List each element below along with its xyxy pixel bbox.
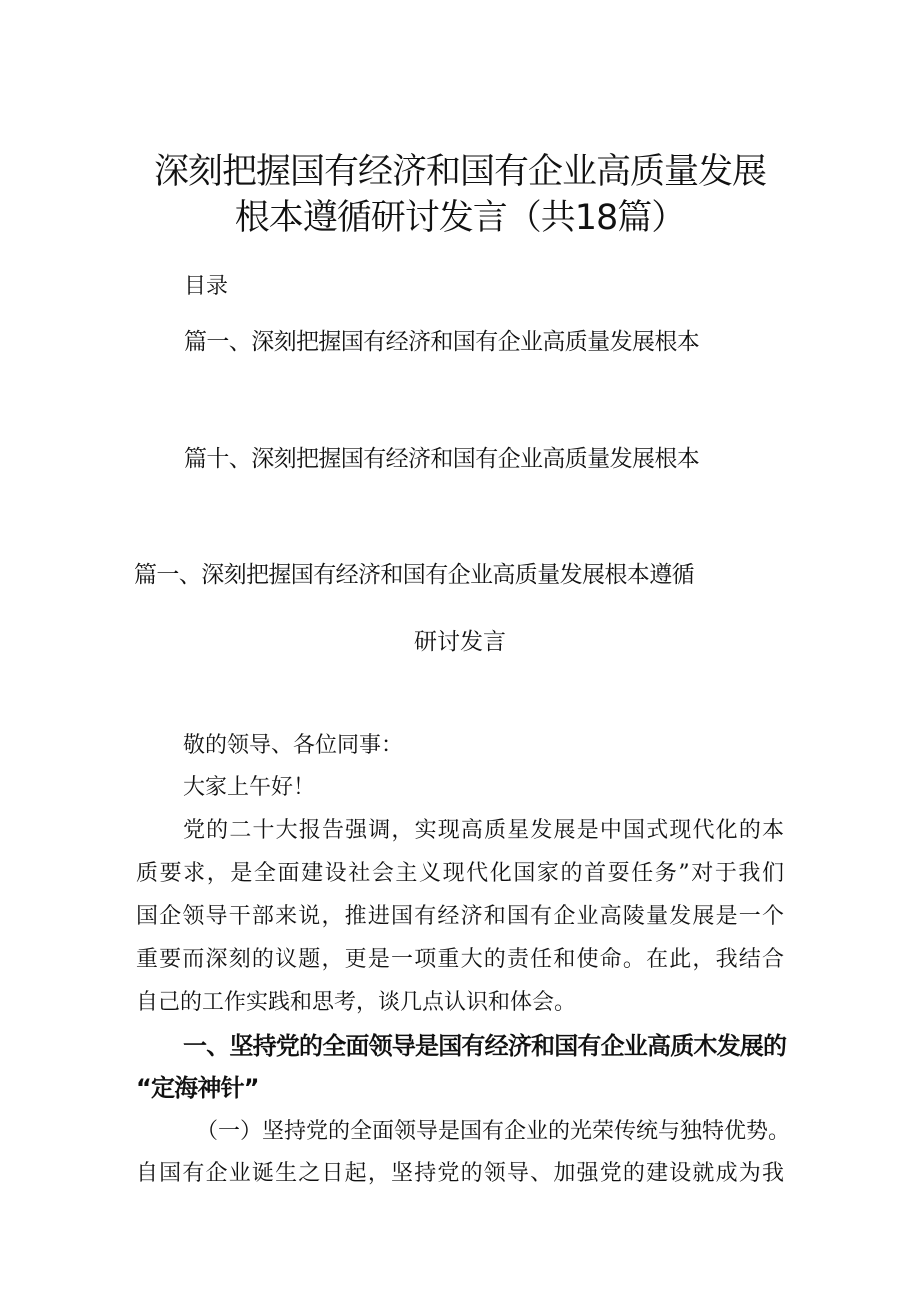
heading-1-line-2: “定海神针” — [136, 1074, 259, 1102]
section-title: 篇一、深刻把握国有经济和国有企业高质量发展根本遵循 — [134, 562, 695, 588]
toc-item-1[interactable]: 篇一、深刻把握国有经济和国有企业高质量发展根本 — [184, 329, 700, 355]
paragraph-1-line-3: 国企领导干部来说，推进国有经济和国有企业高陵量发展是一个 — [136, 904, 784, 929]
subheading-1: （一）坚持党的全面领导是国有企业的光荣传统与独特优势。 — [196, 1119, 791, 1144]
greeting: 大家上午好！ — [183, 775, 316, 800]
section-subtitle: 研讨发言 — [414, 629, 506, 655]
paragraph-1-line-4: 重要而深刻的议题，更是一项重大的责任和使命。在此，我结合 — [136, 947, 784, 972]
salutation: 敬的领导、各位同事： — [183, 733, 404, 758]
paragraph-1-line-1: 党的二十大报告强调，实现高质星发展是中国式现代化的本 — [183, 818, 784, 843]
toc-item-2[interactable]: 篇十、深刻把握国有经济和国有企业高质量发展根本 — [184, 446, 700, 472]
document-title-line-2: 根本遵循研讨发言（共18篇） — [234, 198, 686, 238]
heading-1-line-1: 一、坚持党的全面领导是国有经济和国有企业高质木发展的 — [183, 1032, 787, 1060]
paragraph-1-line-5: 自己的工作实践和思考，谈几点认识和体会。 — [136, 990, 577, 1015]
document-title-line-1: 深刻把握国有经济和国有企业高质量发展 — [153, 152, 766, 192]
toc-label: 目录 — [184, 274, 229, 299]
paragraph-2-line-1: 自国有企业诞生之日起，坚持党的领导、加强党的建设就成为我 — [136, 1161, 784, 1186]
paragraph-1-line-2: 质要求，是全面建设社会主义现代化国家的首耍任务”对于我们 — [136, 861, 784, 886]
